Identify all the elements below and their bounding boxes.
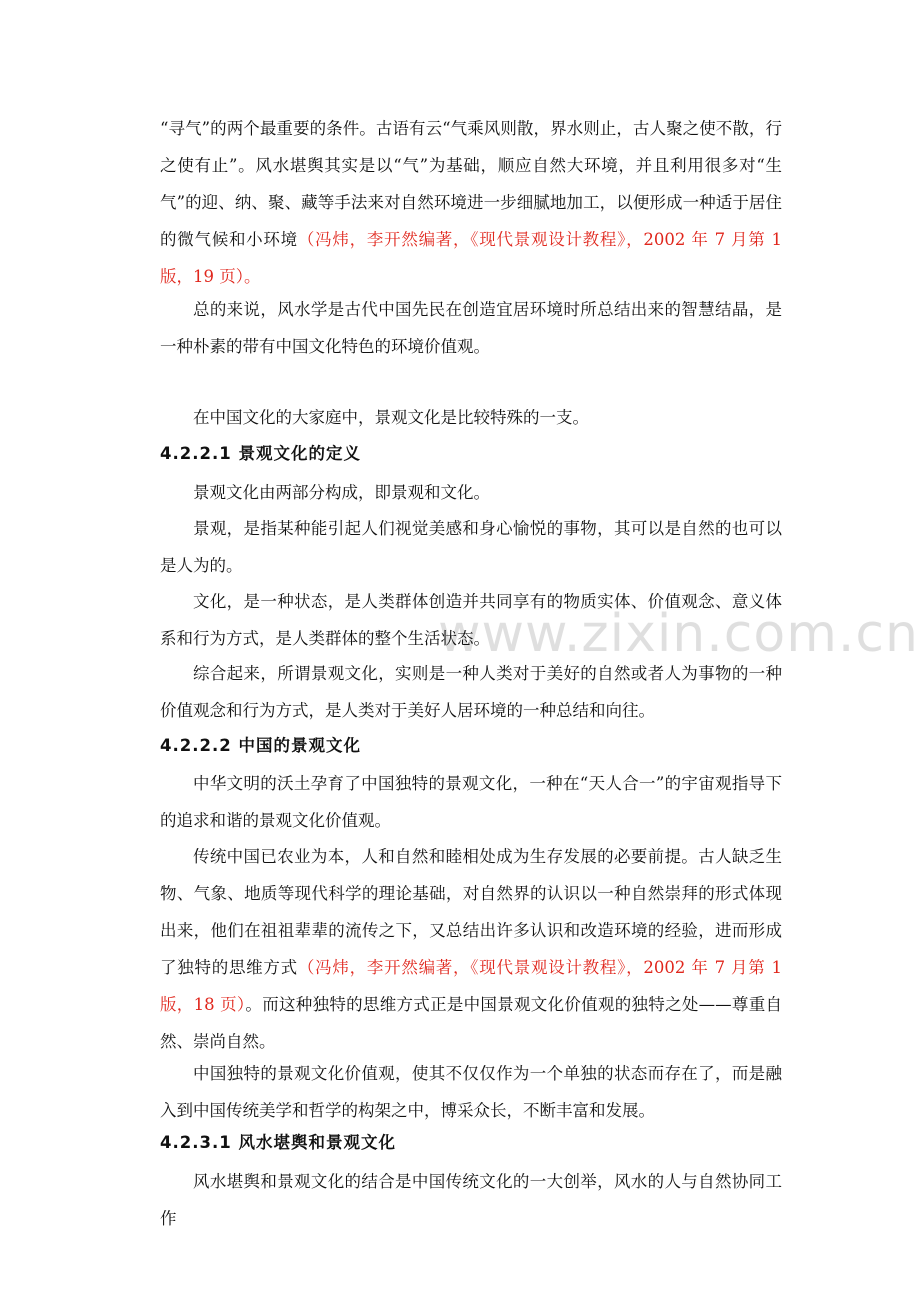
heading-4-2-3-1: 4.2.3.1 风水堪舆和景观文化 [160,1133,396,1152]
paragraph-landscape-definition: 景观，是指某种能引起人们视觉美感和身心愉悦的事物，其可以是自然的也可以是人为的。 [160,519,782,575]
paragraph-text: “寻气”的两个最重要的条件。古语有云“气乘风则散，界水则止，古人聚之使不散，行之使有止”。风水堪舆其实是以“气”为基础，顺应自然大环境，并且利用很多对“生气”的迎、纳、聚、藏等手法来对自然环境进一步细腻地加工，以便形成一种适于居住的微气候和小环境 [160,119,782,249]
paragraph-text: 传统中国已农业为本，人和自然和睦相处成为生存发展的必要前提。古人缺乏生物、气象、地质等现代科学的理论基础，对自然界的认识以一种自然崇拜的形式体现出来，他们在祖祖辈辈的流传之下，又总结出许多认识和改造环境的经验，进而形成了独特的思维方式 [160,847,782,977]
paragraph-qi-conditions [160,110,782,295]
paragraph-culture-definition: 文化，是一种状态，是人类群体创造并共同享有的物质实体、价值观念、意义体系和行为方式，是人类群体的整个生活状态。 [160,592,782,648]
paragraph-chinese-landscape-culture: 中华文明的沃土孕育了中国独特的景观文化，一种在“天人合一”的宇宙观指导下的追求和谐的景观文化价值观。 [160,774,782,830]
paragraph-landscape-culture-intro: 在中国文化的大家庭中，景观文化是比较特殊的一支。 [193,408,589,427]
citation: （冯炜，李开然编著，《现代景观设计教程》，2002 年 7 月第 1 版，18 页） [160,958,783,1014]
watermark: www.zixin.com.cn [438,604,919,664]
paragraph-text-tail: 。而这种独特的思维方式正是中国景观文化价值观的独特之处——尊重自然、崇尚自然。 [160,995,782,1051]
heading-4-2-2-2: 4.2.2.2 中国的景观文化 [160,736,361,755]
paragraph-value-integration: 中国独特的景观文化价值观，使其不仅仅作为一个单独的状态而存在了，而是融入到中国传统美学和哲学的构架之中，博采众长，不断丰富和发展。 [160,1064,782,1120]
paragraph-definition-parts: 景观文化由两部分构成，即景观和文化。 [193,483,490,502]
paragraph-traditional-thinking [160,838,782,1060]
paragraph-fengshui-landscape: 风水堪舆和景观文化的结合是中国传统文化的一大创举，风水的人与自然协同工作 [160,1172,782,1228]
citation: （冯炜，李开然编著，《现代景观设计教程》，2002 年 7 月第 1 版，19 页）。 [160,230,783,286]
paragraph-fengshui-summary: 总的来说，风水学是古代中国先民在创造宜居环境时所总结出来的智慧结晶，是一种朴素的带有中国文化特色的环境价值观。 [160,300,782,356]
heading-4-2-2-1: 4.2.2.1 景观文化的定义 [160,444,361,463]
paragraph-combined-definition: 综合起来，所谓景观文化，实则是一种人类对于美好的自然或者人为事物的一种价值观念和行为方式，是人类对于美好人居环境的一种总结和向往。 [160,664,782,720]
